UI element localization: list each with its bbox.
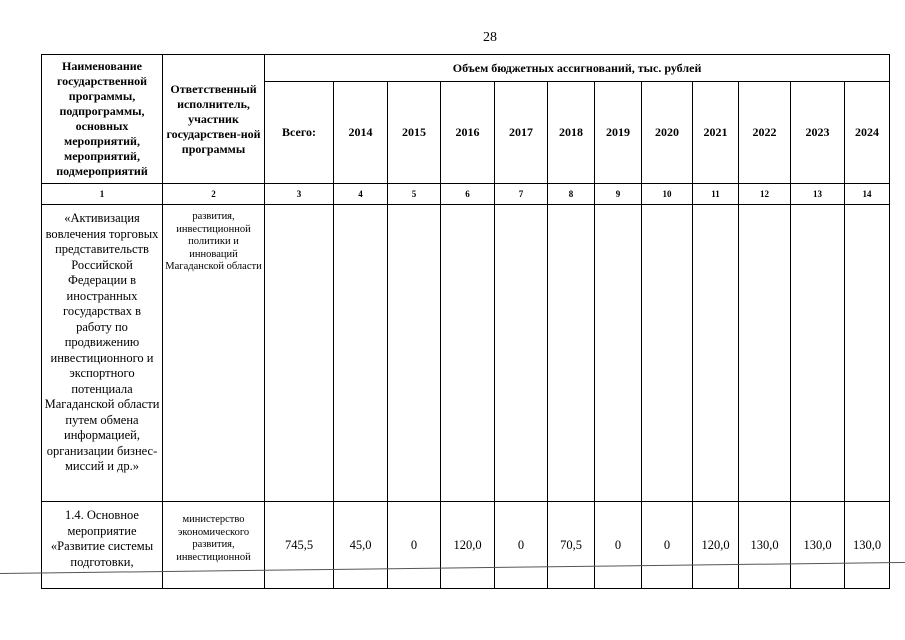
row-name: «Активизация вовлечения торговых представительств Российской Федерации в иностранных государствах в работу по продвижению инвестиционного и экспортного потенциала Магаданской области путем обмена информацией, организации бизнес-миссий и др.» [42, 205, 163, 502]
column-index: 7 [495, 184, 548, 205]
value-cell [642, 205, 693, 502]
column-index: 3 [265, 184, 334, 205]
value-cell: 45,0 [334, 502, 388, 589]
value-cell [548, 205, 595, 502]
value-cell [595, 205, 642, 502]
header-responsible-column: Ответственный исполнитель, участник государствен-ной программы [163, 55, 265, 184]
value-cell [791, 205, 845, 502]
value-cell [845, 205, 890, 502]
value-cell: 120,0 [693, 502, 739, 589]
value-cell: 745,5 [265, 502, 334, 589]
header-year: 2019 [595, 82, 642, 184]
header-total: Всего: [265, 82, 334, 184]
value-cell [693, 205, 739, 502]
value-cell [495, 205, 548, 502]
header-year: 2014 [334, 82, 388, 184]
column-index: 9 [595, 184, 642, 205]
column-index: 1 [42, 184, 163, 205]
header-year: 2020 [642, 82, 693, 184]
table-row [42, 205, 890, 502]
header-year: 2015 [388, 82, 441, 184]
value-cell [739, 205, 791, 502]
value-cell: 0 [642, 502, 693, 589]
column-index: 11 [693, 184, 739, 205]
column-index: 4 [334, 184, 388, 205]
column-index: 8 [548, 184, 595, 205]
header-year: 2024 [845, 82, 890, 184]
column-index: 10 [642, 184, 693, 205]
header-budget: Объем бюджетных ассигнований, тыс. рублей [265, 55, 890, 82]
column-index: 12 [739, 184, 791, 205]
header-year: 2018 [548, 82, 595, 184]
column-index: 14 [845, 184, 890, 205]
header-year: 2016 [441, 82, 495, 184]
value-cell: 130,0 [739, 502, 791, 589]
value-cell: 0 [388, 502, 441, 589]
value-cell [388, 205, 441, 502]
value-cell: 70,5 [548, 502, 595, 589]
header-year: 2023 [791, 82, 845, 184]
table-row [42, 502, 890, 589]
page-number: 28 [483, 30, 497, 45]
header-name-column: Наименование государственной программы, подпрограммы, основных мероприятий, мероприятий, подмероприятий [42, 55, 163, 184]
row-name: 1.4. Основное мероприятие «Развитие системы подготовки, [42, 502, 163, 589]
value-cell [441, 205, 495, 502]
value-cell [334, 205, 388, 502]
value-cell [265, 205, 334, 502]
column-index: 2 [163, 184, 265, 205]
row-responsible: развития, инвестиционной политики и инноваций Магаданской области [163, 205, 265, 502]
value-cell: 130,0 [845, 502, 890, 589]
row-responsible: министерство экономического развития, инвестиционной [163, 502, 265, 589]
budget-table [41, 54, 890, 589]
column-index: 6 [441, 184, 495, 205]
value-cell: 130,0 [791, 502, 845, 589]
column-index: 5 [388, 184, 441, 205]
index-row [42, 184, 890, 205]
header-year: 2022 [739, 82, 791, 184]
value-cell: 0 [595, 502, 642, 589]
header-year: 2017 [495, 82, 548, 184]
header-year: 2021 [693, 82, 739, 184]
column-index: 13 [791, 184, 845, 205]
value-cell: 120,0 [441, 502, 495, 589]
header-row-1 [42, 55, 890, 82]
value-cell: 0 [495, 502, 548, 589]
